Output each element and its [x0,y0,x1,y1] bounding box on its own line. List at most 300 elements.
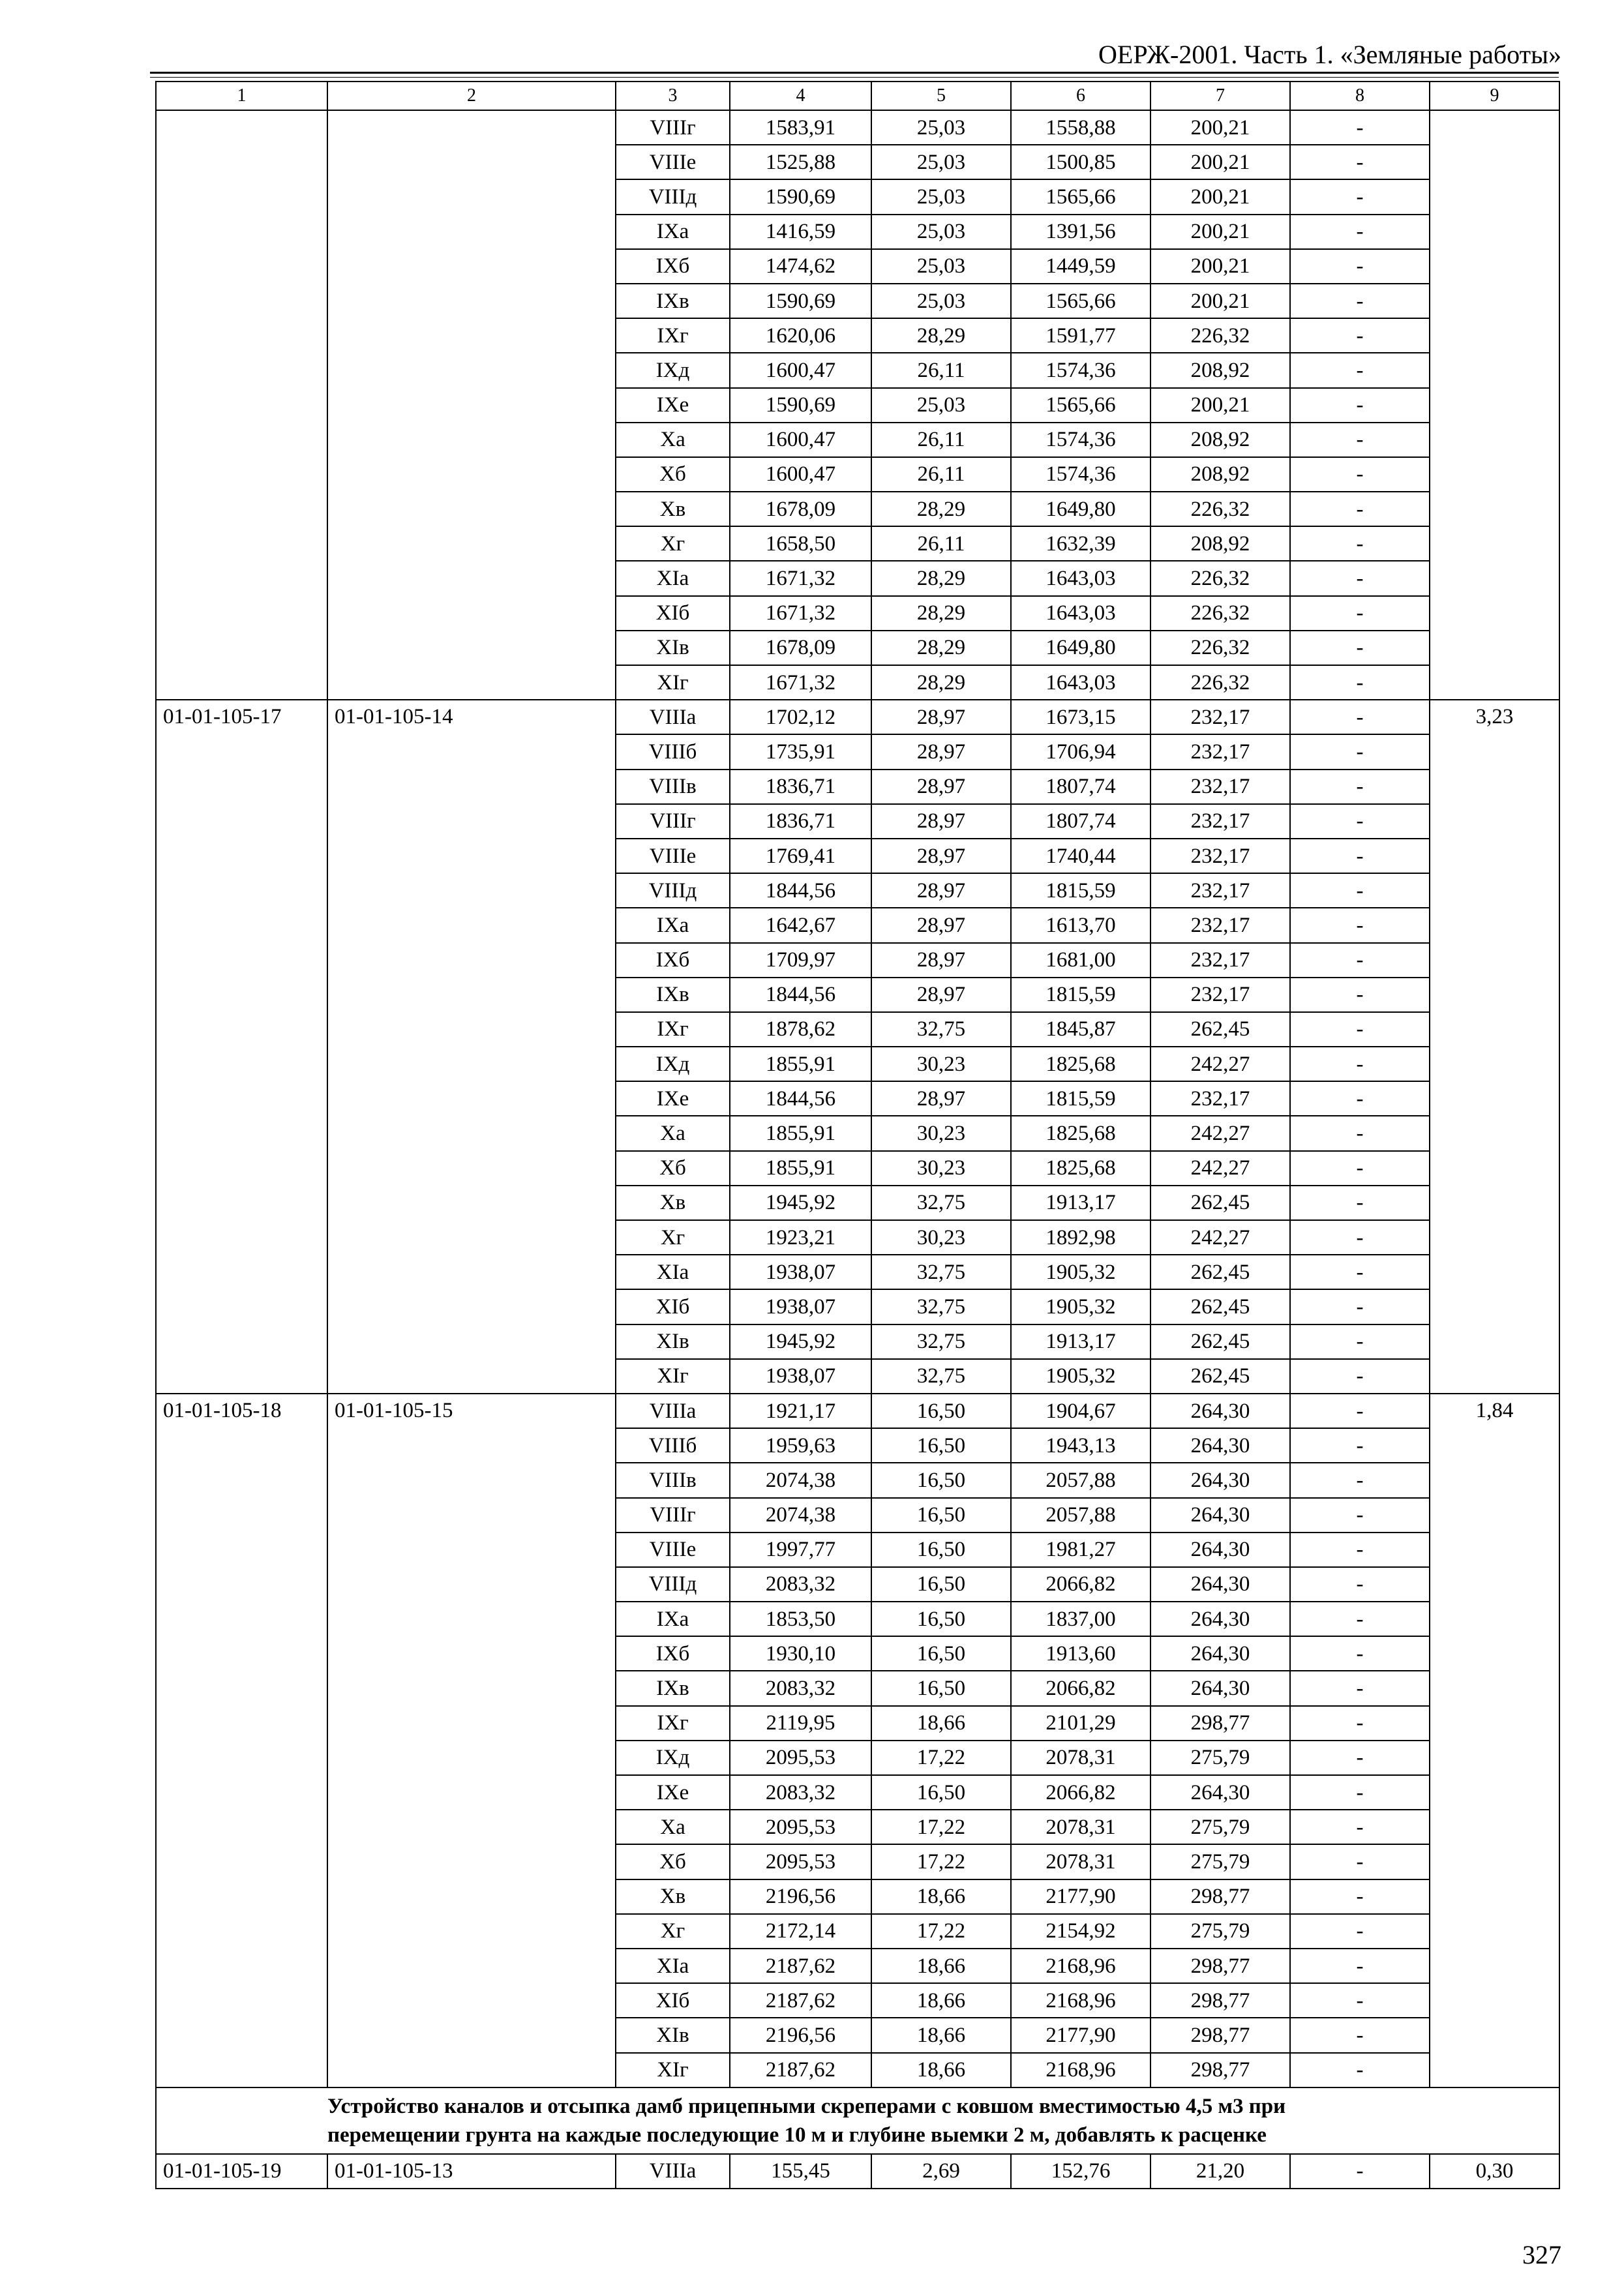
soil-category-cell: XIв [616,631,730,665]
column-number: 1 [156,82,327,110]
total-cost-cell: 1583,91 [730,110,871,145]
soil-category-cell: VIIIв [616,1463,730,1497]
soil-category-cell: VIIIе [616,145,730,179]
operator-wages-cell: 262,45 [1150,1289,1290,1324]
materials-cell: - [1290,770,1430,804]
operator-wages-cell: 264,30 [1150,1394,1290,1428]
total-cost-cell: 1938,07 [730,1359,871,1394]
materials-cell: - [1290,526,1430,561]
wages-cell: 16,50 [871,1567,1011,1602]
materials-cell: - [1290,457,1430,492]
soil-category-cell: IXа [616,215,730,249]
soil-category-cell: VIIIе [616,839,730,873]
materials-cell: - [1290,943,1430,978]
machines-cell: 1943,13 [1011,1428,1150,1463]
wages-cell: 25,03 [871,284,1011,318]
total-cost-cell: 1938,07 [730,1255,871,1289]
machines-cell: 1574,36 [1011,457,1150,492]
wages-cell: 2,69 [871,2154,1011,2189]
materials-cell: - [1290,284,1430,318]
materials-cell: - [1290,978,1430,1012]
wages-cell: 18,66 [871,1949,1011,1983]
column-numbers-row [156,82,1559,110]
total-cost-cell: 1836,71 [730,804,871,839]
wages-cell: 28,97 [871,734,1011,769]
materials-cell: - [1290,145,1430,179]
total-cost-cell: 1702,12 [730,700,871,734]
wages-cell: 26,11 [871,353,1011,387]
wages-cell: 16,50 [871,1498,1011,1533]
soil-category-cell: IXа [616,1602,730,1636]
total-cost-cell: 1590,69 [730,284,871,318]
operator-wages-cell: 275,79 [1150,1741,1290,1775]
machines-cell: 1825,68 [1011,1151,1150,1186]
wages-cell: 28,97 [871,978,1011,1012]
rate-code-cell [156,110,327,700]
soil-category-cell: VIIIд [616,1567,730,1602]
materials-cell: - [1290,734,1430,769]
soil-category-cell: XIв [616,1324,730,1359]
soil-category-cell: VIIIа [616,1394,730,1428]
machines-cell: 1565,66 [1011,179,1150,214]
header-rule [150,72,1559,74]
soil-category-cell: XIв [616,2018,730,2052]
operator-wages-cell: 232,17 [1150,943,1290,978]
operator-wages-cell: 208,92 [1150,353,1290,387]
soil-category-cell: IXд [616,1047,730,1081]
machines-cell: 1905,32 [1011,1289,1150,1324]
operator-wages-cell: 200,21 [1150,284,1290,318]
total-cost-cell: 2074,38 [730,1498,871,1533]
column-number: 9 [1430,82,1559,110]
operator-wages-cell: 226,32 [1150,631,1290,665]
soil-category-cell: XIа [616,561,730,595]
materials-cell: - [1290,110,1430,145]
table-row [156,110,1559,145]
operator-wages-cell: 264,30 [1150,1498,1290,1533]
running-header: ОЕРЖ-2001. Часть 1. «Земляные работы» [1098,40,1561,69]
labor-factor-cell: 3,23 [1430,700,1559,1394]
reference-code-cell: 01-01-105-14 [327,700,616,1394]
total-cost-cell: 2074,38 [730,1463,871,1497]
total-cost-cell: 2196,56 [730,2018,871,2052]
operator-wages-cell: 232,17 [1150,804,1290,839]
machines-cell: 2078,31 [1011,1844,1150,1879]
wages-cell: 25,03 [871,388,1011,423]
machines-cell: 1845,87 [1011,1012,1150,1047]
operator-wages-cell: 275,79 [1150,1914,1290,1949]
machines-cell: 1904,67 [1011,1394,1150,1428]
machines-cell: 1913,17 [1011,1186,1150,1220]
wages-cell: 18,66 [871,1983,1011,2018]
soil-category-cell: XIг [616,1359,730,1394]
machines-cell: 2078,31 [1011,1741,1150,1775]
operator-wages-cell: 208,92 [1150,526,1290,561]
soil-category-cell: IXв [616,1671,730,1705]
total-cost-cell: 1416,59 [730,215,871,249]
machines-cell: 1681,00 [1011,943,1150,978]
machines-cell: 2154,92 [1011,1914,1150,1949]
materials-cell: - [1290,1914,1430,1949]
materials-cell: - [1290,665,1430,700]
wages-cell: 26,11 [871,526,1011,561]
materials-cell: - [1290,1844,1430,1879]
operator-wages-cell: 232,17 [1150,1081,1290,1116]
wages-cell: 28,29 [871,665,1011,700]
machines-cell: 2066,82 [1011,1567,1150,1602]
operator-wages-cell: 200,21 [1150,145,1290,179]
table-row [156,700,1559,734]
total-cost-cell: 1853,50 [730,1602,871,1636]
machines-cell: 2168,96 [1011,1949,1150,1983]
soil-category-cell: IXг [616,1012,730,1047]
machines-cell: 1649,80 [1011,631,1150,665]
machines-cell: 152,76 [1011,2154,1150,2189]
soil-category-cell: Xб [616,1151,730,1186]
soil-category-cell: XIг [616,665,730,700]
machines-cell: 2101,29 [1011,1706,1150,1741]
wages-cell: 16,50 [871,1428,1011,1463]
machines-cell: 2177,90 [1011,2018,1150,2052]
total-cost-cell: 2187,62 [730,1983,871,2018]
total-cost-cell: 1600,47 [730,353,871,387]
wages-cell: 25,03 [871,179,1011,214]
total-cost-cell: 1959,63 [730,1428,871,1463]
soil-category-cell: Xб [616,457,730,492]
machines-cell: 1391,56 [1011,215,1150,249]
labor-factor-cell: 1,84 [1430,1394,1559,2087]
soil-category-cell: IXв [616,978,730,1012]
materials-cell: - [1290,353,1430,387]
wages-cell: 28,97 [871,908,1011,942]
machines-cell: 2057,88 [1011,1498,1150,1533]
operator-wages-cell: 298,77 [1150,1983,1290,2018]
soil-category-cell: XIб [616,1289,730,1324]
total-cost-cell: 2172,14 [730,1914,871,1949]
soil-category-cell: VIIIа [616,700,730,734]
operator-wages-cell: 275,79 [1150,1810,1290,1844]
materials-cell: - [1290,1151,1430,1186]
labor-factor-cell: 0,30 [1430,2154,1559,2189]
machines-cell: 2168,96 [1011,2053,1150,2087]
total-cost-cell: 1735,91 [730,734,871,769]
wages-cell: 25,03 [871,145,1011,179]
materials-cell: - [1290,1879,1430,1914]
total-cost-cell: 1938,07 [730,1289,871,1324]
materials-cell: - [1290,1012,1430,1047]
total-cost-cell: 1474,62 [730,249,871,284]
reference-code-cell [327,110,616,700]
wages-cell: 28,97 [871,873,1011,908]
soil-category-cell: VIIIг [616,110,730,145]
operator-wages-cell: 232,17 [1150,700,1290,734]
machines-cell: 2066,82 [1011,1775,1150,1810]
soil-category-cell: Xб [616,1844,730,1879]
operator-wages-cell: 264,30 [1150,1463,1290,1497]
total-cost-cell: 1844,56 [730,873,871,908]
rate-code-cell: 01-01-105-18 [156,1394,327,2087]
machines-cell: 1574,36 [1011,423,1150,457]
materials-cell: - [1290,423,1430,457]
total-cost-cell: 1945,92 [730,1324,871,1359]
machines-cell: 1905,32 [1011,1255,1150,1289]
wages-cell: 16,50 [871,1463,1011,1497]
machines-cell: 2066,82 [1011,1671,1150,1705]
machines-cell: 1565,66 [1011,388,1150,423]
total-cost-cell: 1855,91 [730,1047,871,1081]
column-number: 4 [730,82,871,110]
soil-category-cell: VIIIд [616,179,730,214]
section-heading-line: Устройство каналов и отсыпка дамб прицепными скреперами с ковшом вместимостью 4,5 м3 при [327,2094,1286,2118]
soil-category-cell: VIIIг [616,804,730,839]
soil-category-cell: Xв [616,1186,730,1220]
total-cost-cell: 2095,53 [730,1741,871,1775]
machines-cell: 1558,88 [1011,110,1150,145]
wages-cell: 28,29 [871,561,1011,595]
wages-cell: 28,29 [871,596,1011,631]
soil-category-cell: Xа [616,423,730,457]
machines-cell: 1643,03 [1011,596,1150,631]
wages-cell: 17,22 [871,1810,1011,1844]
wages-cell: 18,66 [871,1879,1011,1914]
soil-category-cell: IXе [616,1081,730,1116]
wages-cell: 28,97 [871,943,1011,978]
operator-wages-cell: 298,77 [1150,2053,1290,2087]
operator-wages-cell: 298,77 [1150,1706,1290,1741]
machines-cell: 1613,70 [1011,908,1150,942]
operator-wages-cell: 226,32 [1150,596,1290,631]
materials-cell: - [1290,1775,1430,1810]
machines-cell: 1815,59 [1011,1081,1150,1116]
total-cost-cell: 1878,62 [730,1012,871,1047]
column-number: 3 [616,82,730,110]
wages-cell: 16,50 [871,1394,1011,1428]
total-cost-cell: 1671,32 [730,665,871,700]
total-cost-cell: 2119,95 [730,1706,871,1741]
total-cost-cell: 1844,56 [730,1081,871,1116]
soil-category-cell: IXе [616,388,730,423]
soil-category-cell: IXб [616,249,730,284]
wages-cell: 26,11 [871,457,1011,492]
machines-cell: 2057,88 [1011,1463,1150,1497]
soil-category-cell: XIб [616,1983,730,2018]
total-cost-cell: 1923,21 [730,1220,871,1255]
total-cost-cell: 2083,32 [730,1567,871,1602]
machines-cell: 1673,15 [1011,700,1150,734]
rate-code-cell: 01-01-105-19 [156,2154,327,2189]
machines-cell: 1740,44 [1011,839,1150,873]
materials-cell: - [1290,249,1430,284]
materials-cell: - [1290,700,1430,734]
soil-category-cell: Xв [616,492,730,526]
operator-wages-cell: 232,17 [1150,734,1290,769]
materials-cell: - [1290,1463,1430,1497]
materials-cell: - [1290,561,1430,595]
soil-category-cell: XIб [616,596,730,631]
soil-category-cell: Xг [616,526,730,561]
operator-wages-cell: 232,17 [1150,908,1290,942]
soil-category-cell: Xг [616,1220,730,1255]
materials-cell: - [1290,1636,1430,1671]
wages-cell: 18,66 [871,2053,1011,2087]
machines-cell: 1565,66 [1011,284,1150,318]
machines-cell: 1837,00 [1011,1602,1150,1636]
total-cost-cell: 1836,71 [730,770,871,804]
soil-category-cell: IXд [616,1741,730,1775]
materials-cell: - [1290,179,1430,214]
total-cost-cell: 1590,69 [730,179,871,214]
total-cost-cell: 1678,09 [730,492,871,526]
materials-cell: - [1290,1567,1430,1602]
soil-category-cell: Xа [616,1810,730,1844]
wages-cell: 28,29 [871,318,1011,353]
total-cost-cell: 155,45 [730,2154,871,2189]
materials-cell: - [1290,1220,1430,1255]
wages-cell: 28,97 [871,1081,1011,1116]
wages-cell: 25,03 [871,215,1011,249]
machines-cell: 1649,80 [1011,492,1150,526]
wages-cell: 32,75 [871,1324,1011,1359]
total-cost-cell: 1844,56 [730,978,871,1012]
total-cost-cell: 1671,32 [730,596,871,631]
wages-cell: 16,50 [871,1671,1011,1705]
machines-cell: 2168,96 [1011,1983,1150,2018]
machines-cell: 1815,59 [1011,873,1150,908]
wages-cell: 32,75 [871,1255,1011,1289]
total-cost-cell: 1642,67 [730,908,871,942]
materials-cell: - [1290,1741,1430,1775]
materials-cell: - [1290,1498,1430,1533]
operator-wages-cell: 262,45 [1150,1186,1290,1220]
operator-wages-cell: 226,32 [1150,318,1290,353]
soil-category-cell: VIIIд [616,873,730,908]
machines-cell: 1706,94 [1011,734,1150,769]
operator-wages-cell: 21,20 [1150,2154,1290,2189]
table-row [156,2154,1559,2189]
total-cost-cell: 1921,17 [730,1394,871,1428]
column-number: 5 [871,82,1011,110]
machines-cell: 1981,27 [1011,1533,1150,1567]
materials-cell: - [1290,1428,1430,1463]
materials-cell: - [1290,2154,1430,2189]
total-cost-cell: 2083,32 [730,1671,871,1705]
soil-category-cell: IXб [616,1636,730,1671]
machines-cell: 1825,68 [1011,1116,1150,1150]
materials-cell: - [1290,1255,1430,1289]
materials-cell: - [1290,1359,1430,1394]
total-cost-cell: 1590,69 [730,388,871,423]
machines-cell: 1632,39 [1011,526,1150,561]
materials-cell: - [1290,908,1430,942]
total-cost-cell: 2196,56 [730,1879,871,1914]
soil-category-cell: XIа [616,1949,730,1983]
operator-wages-cell: 264,30 [1150,1636,1290,1671]
total-cost-cell: 1678,09 [730,631,871,665]
machines-cell: 1643,03 [1011,561,1150,595]
column-number: 6 [1011,82,1150,110]
wages-cell: 28,97 [871,804,1011,839]
operator-wages-cell: 242,27 [1150,1151,1290,1186]
table-row [156,1394,1559,1428]
wages-cell: 32,75 [871,1359,1011,1394]
wages-cell: 16,50 [871,1533,1011,1567]
soil-category-cell: IXг [616,1706,730,1741]
operator-wages-cell: 232,17 [1150,839,1290,873]
materials-cell: - [1290,804,1430,839]
machines-cell: 1591,77 [1011,318,1150,353]
soil-category-cell: VIIIг [616,1498,730,1533]
total-cost-cell: 2095,53 [730,1844,871,1879]
wages-cell: 30,23 [871,1151,1011,1186]
machines-cell: 1807,74 [1011,770,1150,804]
operator-wages-cell: 232,17 [1150,978,1290,1012]
materials-cell: - [1290,215,1430,249]
operator-wages-cell: 264,30 [1150,1602,1290,1636]
wages-cell: 30,23 [871,1047,1011,1081]
machines-cell: 1643,03 [1011,665,1150,700]
wages-cell: 26,11 [871,423,1011,457]
machines-cell: 1825,68 [1011,1047,1150,1081]
column-number: 7 [1150,82,1290,110]
operator-wages-cell: 275,79 [1150,1844,1290,1879]
materials-cell: - [1290,1706,1430,1741]
operator-wages-cell: 264,30 [1150,1671,1290,1705]
materials-cell: - [1290,1394,1430,1428]
operator-wages-cell: 200,21 [1150,179,1290,214]
section-heading-row [156,2087,1559,2154]
wages-cell: 28,97 [871,770,1011,804]
operator-wages-cell: 242,27 [1150,1220,1290,1255]
machines-cell: 2078,31 [1011,1810,1150,1844]
operator-wages-cell: 262,45 [1150,1255,1290,1289]
materials-cell: - [1290,839,1430,873]
machines-cell: 1815,59 [1011,978,1150,1012]
total-cost-cell: 1709,97 [730,943,871,978]
operator-wages-cell: 226,32 [1150,492,1290,526]
operator-wages-cell: 208,92 [1150,423,1290,457]
wages-cell: 17,22 [871,1844,1011,1879]
wages-cell: 16,50 [871,1636,1011,1671]
operator-wages-cell: 264,30 [1150,1533,1290,1567]
wages-cell: 30,23 [871,1220,1011,1255]
materials-cell: - [1290,1081,1430,1116]
soil-category-cell: VIIIб [616,734,730,769]
materials-cell: - [1290,1324,1430,1359]
total-cost-cell: 1769,41 [730,839,871,873]
column-number: 2 [327,82,616,110]
operator-wages-cell: 264,30 [1150,1775,1290,1810]
materials-cell: - [1290,1671,1430,1705]
operator-wages-cell: 298,77 [1150,1879,1290,1914]
total-cost-cell: 1600,47 [730,423,871,457]
total-cost-cell: 1658,50 [730,526,871,561]
machines-cell: 1913,17 [1011,1324,1150,1359]
header-rule-thin [150,77,1559,78]
materials-cell: - [1290,2053,1430,2087]
materials-cell: - [1290,1983,1430,2018]
materials-cell: - [1290,1533,1430,1567]
operator-wages-cell: 226,32 [1150,561,1290,595]
total-cost-cell: 2187,62 [730,1949,871,1983]
materials-cell: - [1290,1602,1430,1636]
materials-cell: - [1290,631,1430,665]
wages-cell: 32,75 [871,1012,1011,1047]
operator-wages-cell: 262,45 [1150,1324,1290,1359]
page-number: 327 [1522,2240,1561,2269]
materials-cell: - [1290,1116,1430,1150]
soil-category-cell: VIIIе [616,1533,730,1567]
soil-category-cell: IXд [616,353,730,387]
